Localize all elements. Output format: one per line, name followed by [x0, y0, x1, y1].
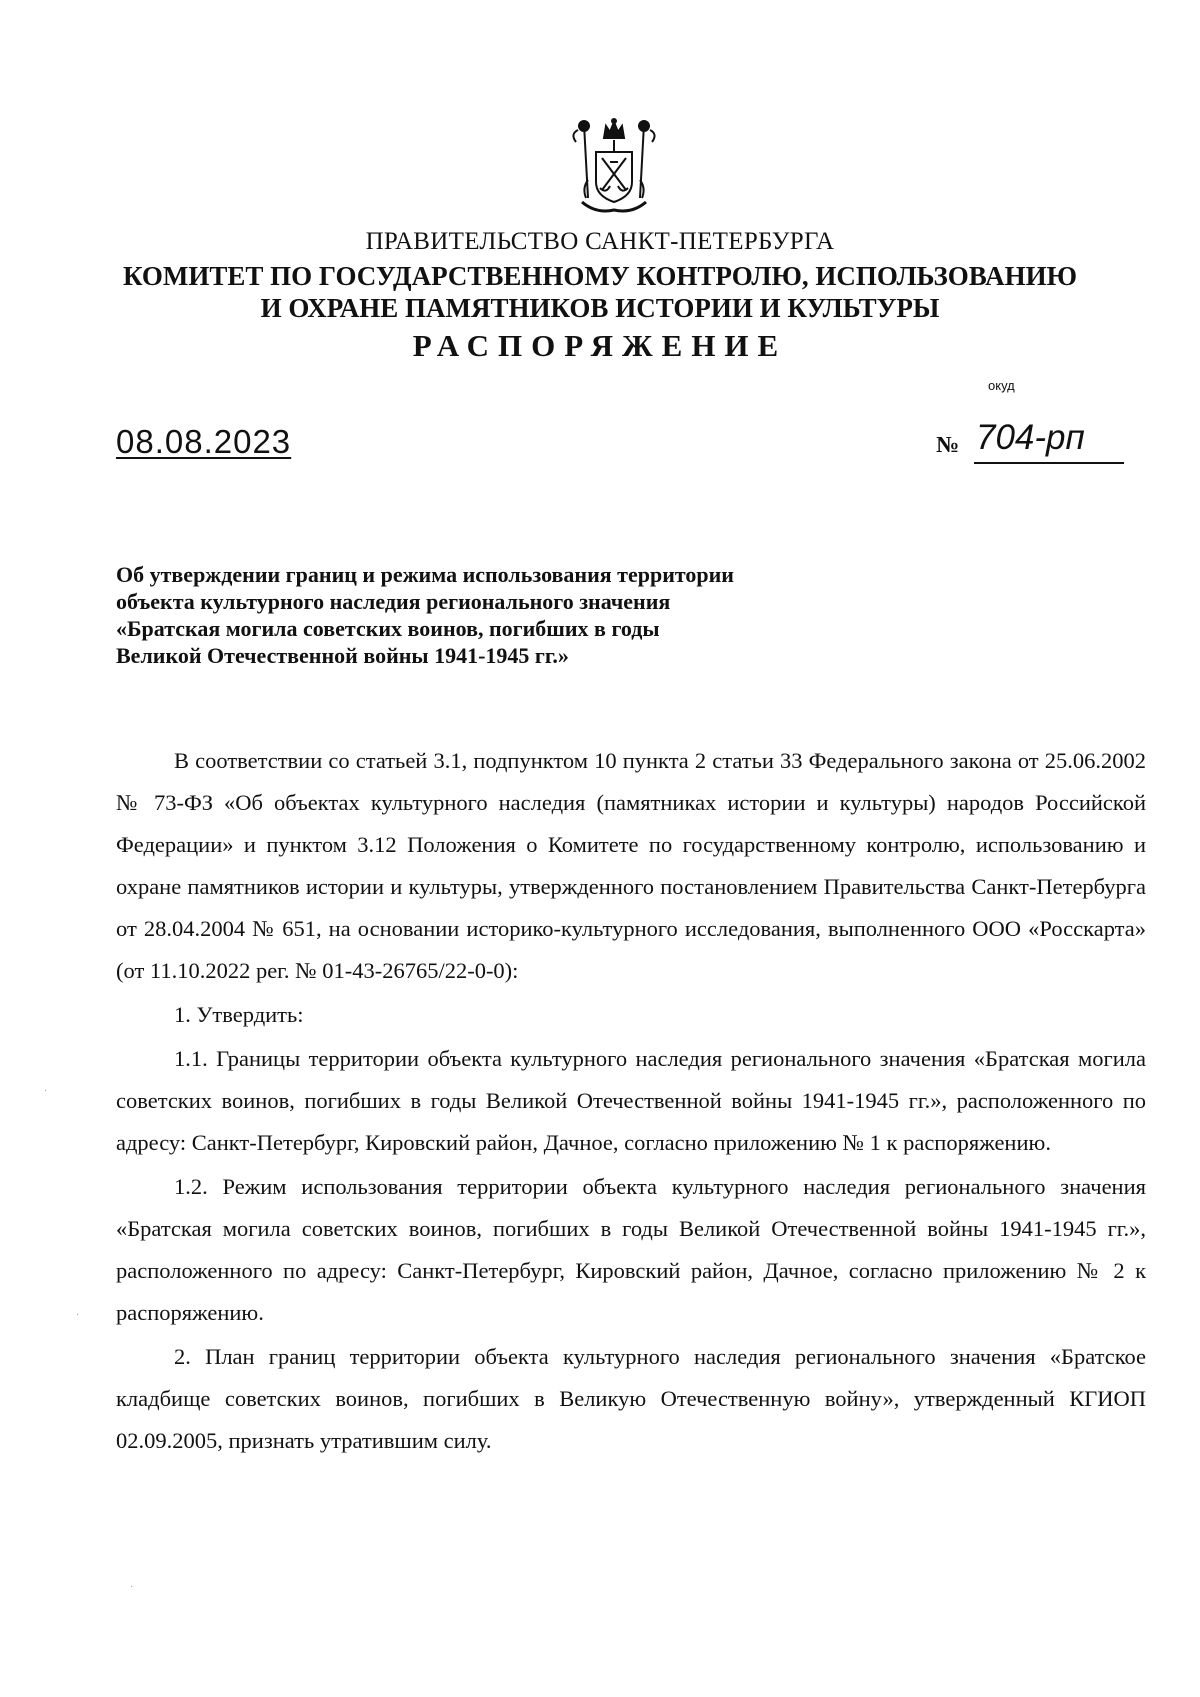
- number-sign: №: [936, 432, 960, 457]
- preamble-paragraph: В соответствии со статьей 3.1, подпунктом 10 пункта 2 статьи 33 Федерального закона от 25.06.2002 № 73-ФЗ «Об объектах культурного наследия (памятниках истории и культуры) народов Российской Федерации» и пунктом 3.12 Положения о Комитете по государственному контролю, использованию и охране памятников истории и культуры, утвержденного постановлением Правительства Санкт-Петербурга от 28.04.2004 № 651, на основании историко-культурного исследования, выполненного ООО «Росскарта» (от 11.10.2022 рег. № 01-43-26765/22-0-0):: [116, 748, 1146, 983]
- okud-label: окуд: [988, 378, 1015, 393]
- subject-line: Об утверждении границ и режима использования территории: [116, 562, 734, 587]
- document-subject: [116, 561, 836, 669]
- government-name: ПРАВИТЕЛЬСТВО САНКТ-ПЕТЕРБУРГА: [365, 228, 835, 255]
- committee-line-1: КОМИТЕТ ПО ГОСУДАРСТВЕННОМУ КОНТРОЛЮ, ИСПОЛЬЗОВАНИЮ: [123, 261, 1077, 291]
- scan-mark: ·: [44, 1086, 48, 1097]
- item-1-paragraph: 1. Утвердить:: [174, 1002, 304, 1027]
- document-body: [116, 740, 1146, 1462]
- committee-line-2: И ОХРАНЕ ПАМЯТНИКОВ ИСТОРИИ И КУЛЬТУРЫ: [260, 293, 940, 323]
- subject-line: «Братская могила советских воинов, погибших в годы: [116, 616, 660, 641]
- document-number: [936, 418, 1128, 468]
- item-1-2-paragraph: 1.2. Режим использования территории объекта культурного наследия регионального значения «Братская могила советских воинов, погибших в годы Великой Отечественной войны 1941-1945 гг.», расположенного по адресу: Санкт-Петербург, Кировский район, Дачное, согласно приложению № 2 к распоряжению.: [116, 1174, 1146, 1325]
- number-underline: [974, 462, 1124, 464]
- coat-of-arms-icon: [566, 118, 662, 218]
- subject-line: Великой Отечественной войны 1941-1945 гг.»: [116, 643, 569, 668]
- scan-mark: ·: [76, 1310, 80, 1321]
- document-type: РАСПОРЯЖЕНИЕ: [412, 328, 788, 363]
- document-date: 08.08.2023: [116, 423, 292, 460]
- committee-name: [0, 260, 1200, 324]
- item-2-paragraph: 2. План границ территории объекта культурного наследия регионального значения «Братское кладбище советских воинов, погибших в Великую Отечественную войну», утвержденный КГИОП 02.09.2005, признать утратившим силу.: [116, 1344, 1146, 1453]
- item-1-1-paragraph: 1.1. Границы территории объекта культурного наследия регионального значения «Братская могила советских воинов, погибших в годы Великой Отечественной войны 1941-1945 гг.», расположенного по адресу: Санкт-Петербург, Кировский район, Дачное, согласно приложению № 1 к распоряжению.: [116, 1046, 1146, 1155]
- number-value: 704-рп: [976, 418, 1085, 457]
- subject-line: объекта культурного наследия регионального значения: [116, 589, 671, 614]
- scan-mark: ·: [130, 1582, 134, 1593]
